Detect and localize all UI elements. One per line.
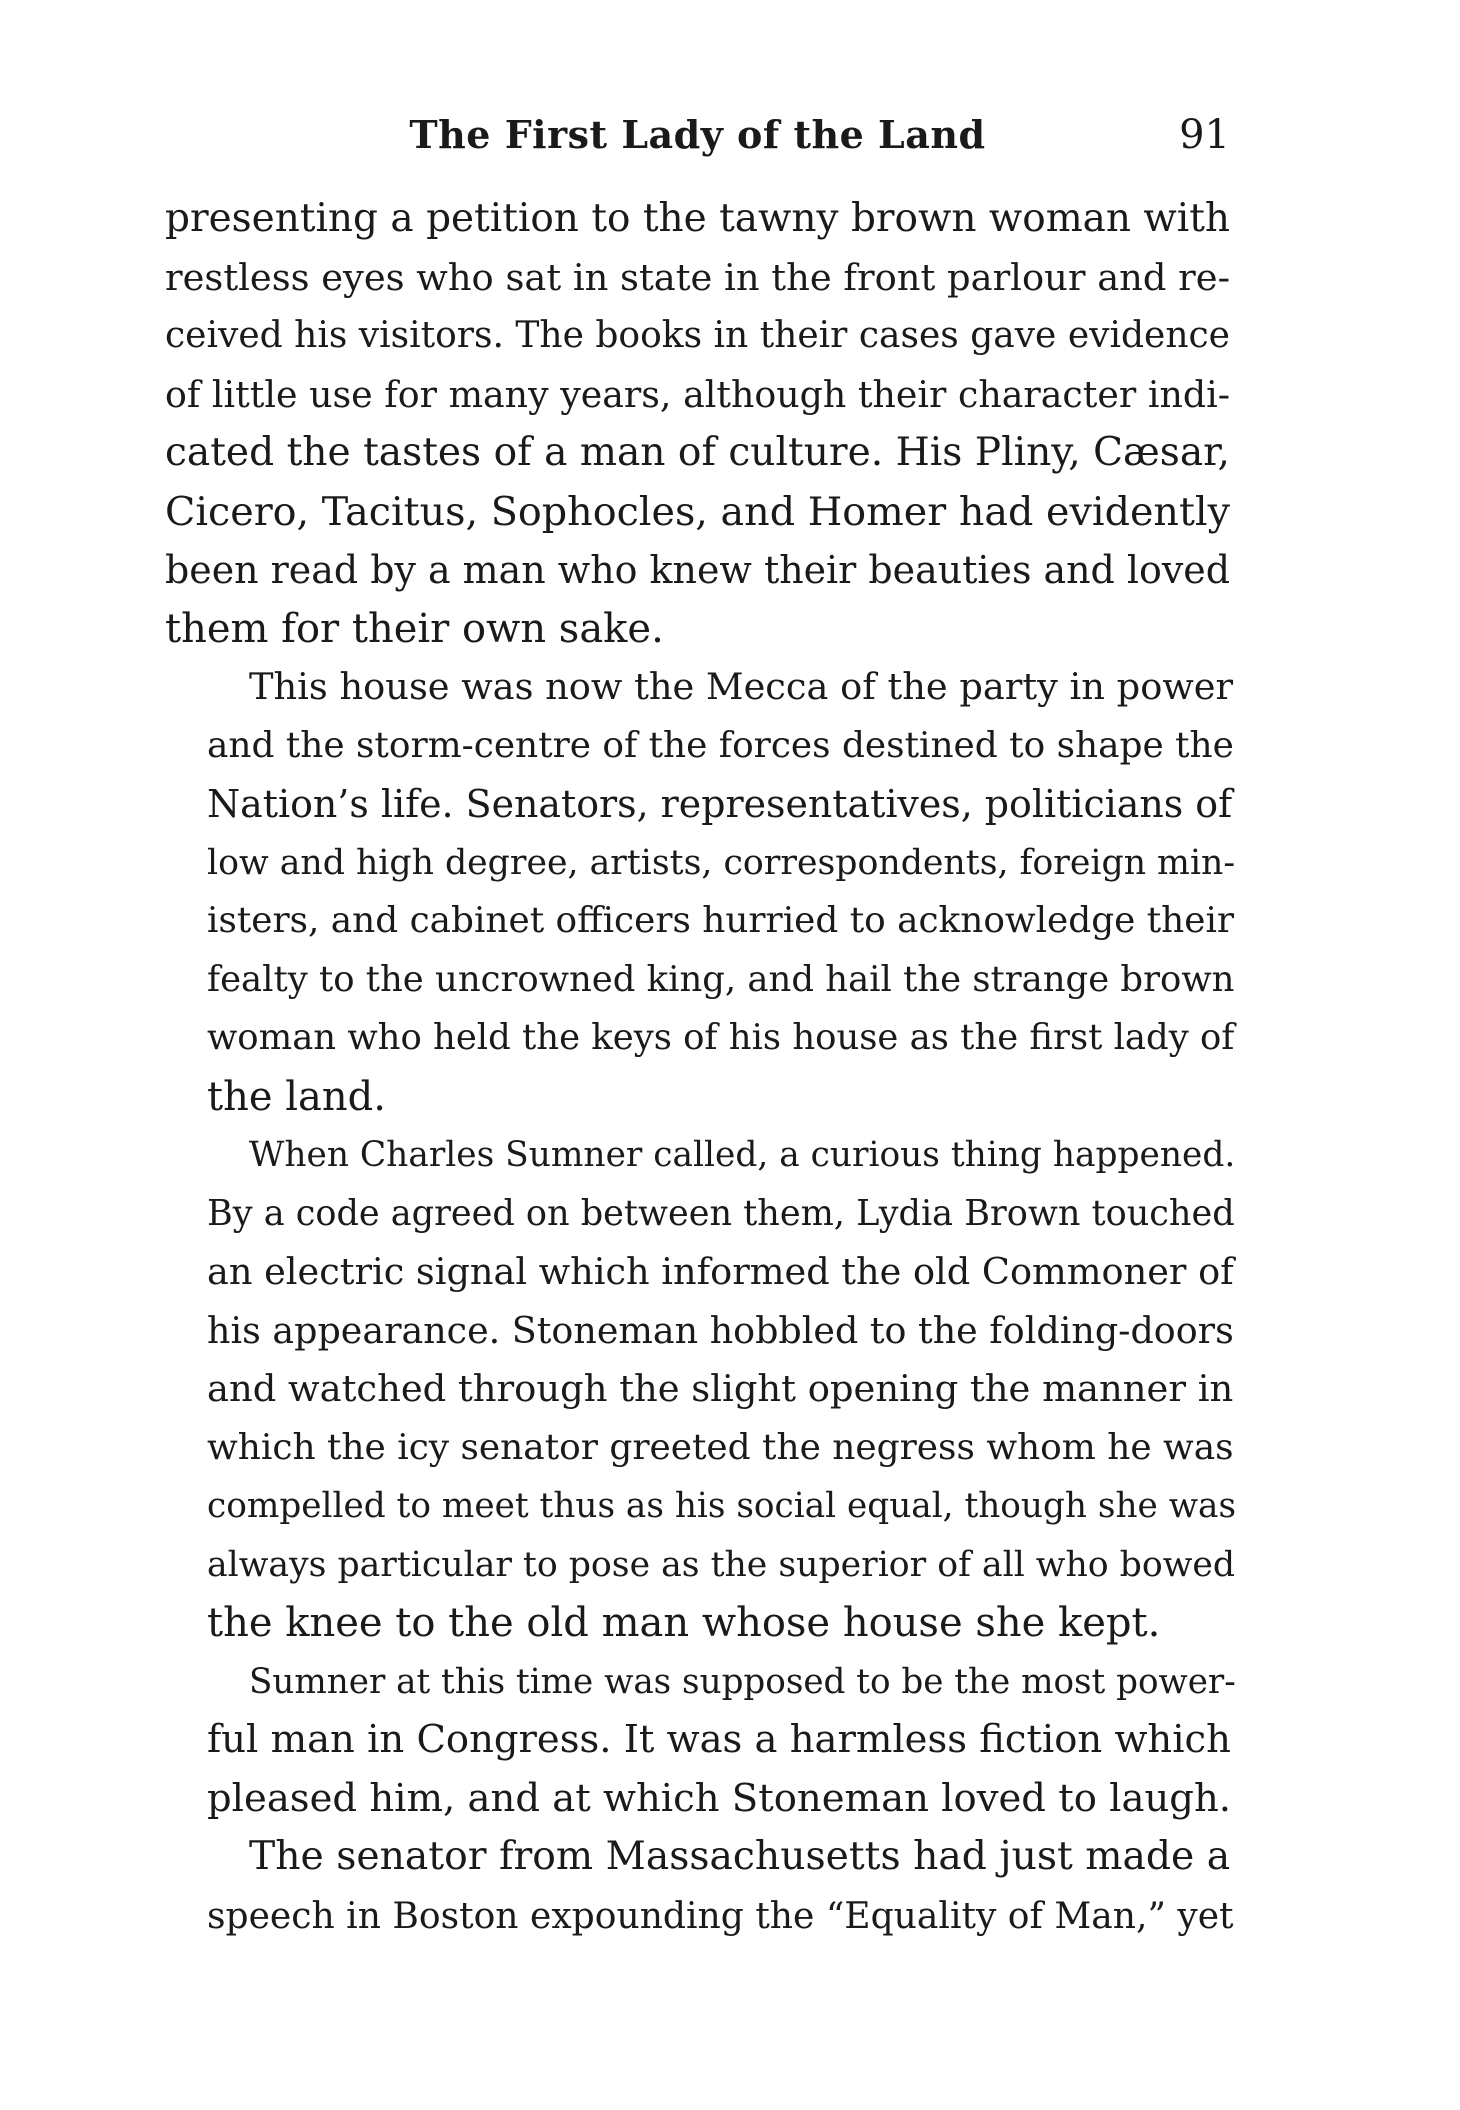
paragraph-4 bbox=[165, 1653, 1236, 1829]
text-line: his appearance. Stoneman hobbled to the folding-doors bbox=[207, 1308, 1234, 1352]
paragraph-1 bbox=[165, 190, 1230, 658]
text-line: always particular to pose as the superior of all who bowed bbox=[207, 1544, 1236, 1585]
text-line: ceived his visitors. The books in their cases gave evidence bbox=[165, 315, 1230, 356]
text-line: fealty to the uncrowned king, and hail the strange brown bbox=[207, 958, 1235, 1000]
page-number: 91 bbox=[1179, 112, 1230, 158]
text-line: low and high degree, artists, correspondents, foreign min- bbox=[207, 842, 1236, 883]
text-line: pleased him, and at which Stoneman loved to laugh. bbox=[207, 1775, 1232, 1821]
text-line: compelled to meet thus as his social equal, though she was bbox=[207, 1486, 1237, 1526]
text-line: isters, and cabinet officers hurried to acknowledge their bbox=[207, 900, 1235, 941]
text-line: the land. bbox=[207, 1073, 386, 1120]
text-line: speech in Boston expounding the “Equality of Man,” yet bbox=[207, 1894, 1234, 1937]
text-line: The senator from Massachusetts had just made a bbox=[249, 1834, 1231, 1879]
text-line: When Charles Sumner called, a curious thing happened. bbox=[249, 1135, 1236, 1175]
text-line: and watched through the slight opening the manner in bbox=[207, 1367, 1234, 1410]
body-text bbox=[165, 190, 1237, 1945]
text-line: been read by a man who knew their beauties and loved bbox=[165, 548, 1230, 592]
text-line: cated the tastes of a man of culture. His Pliny, Cæsar, bbox=[165, 430, 1230, 475]
paragraph-2 bbox=[165, 658, 1236, 1126]
text-line: Nation’s life. Senators, representatives, politicians of bbox=[207, 782, 1233, 826]
text-line: an electric signal which informed the old Commoner of bbox=[207, 1250, 1234, 1293]
text-line: Cicero, Tacitus, Sophocles, and Homer had evidently bbox=[165, 488, 1230, 535]
running-title: The First Lady of the Land bbox=[409, 112, 986, 157]
text-line: of little use for many years, although their character indi- bbox=[165, 372, 1230, 416]
running-head bbox=[165, 112, 1230, 172]
text-line: restless eyes who sat in state in the front parlour and re- bbox=[165, 255, 1231, 299]
paragraph-5 bbox=[165, 1828, 1234, 1945]
text-line: This house was now the Mecca of the party in power bbox=[249, 665, 1234, 708]
text-line: By a code agreed on between them, Lydia Brown touched bbox=[207, 1192, 1235, 1234]
text-line: presenting a petition to the tawny brown woman with bbox=[165, 196, 1230, 241]
text-line: woman who held the keys of his house as the first lady of bbox=[207, 1017, 1235, 1058]
text-line: the knee to the old man whose house she kept. bbox=[207, 1600, 1161, 1646]
text-line: which the icy senator greeted the negress whom he was bbox=[207, 1426, 1234, 1468]
text-line: and the storm-centre of the forces destined to shape the bbox=[207, 724, 1234, 766]
paragraph-3 bbox=[165, 1126, 1237, 1653]
text-line: ful man in Congress. It was a harmless fiction which bbox=[207, 1717, 1231, 1762]
text-line: them for their own sake. bbox=[165, 605, 664, 652]
text-line: Sumner at this time was supposed to be the most power- bbox=[249, 1661, 1236, 1702]
